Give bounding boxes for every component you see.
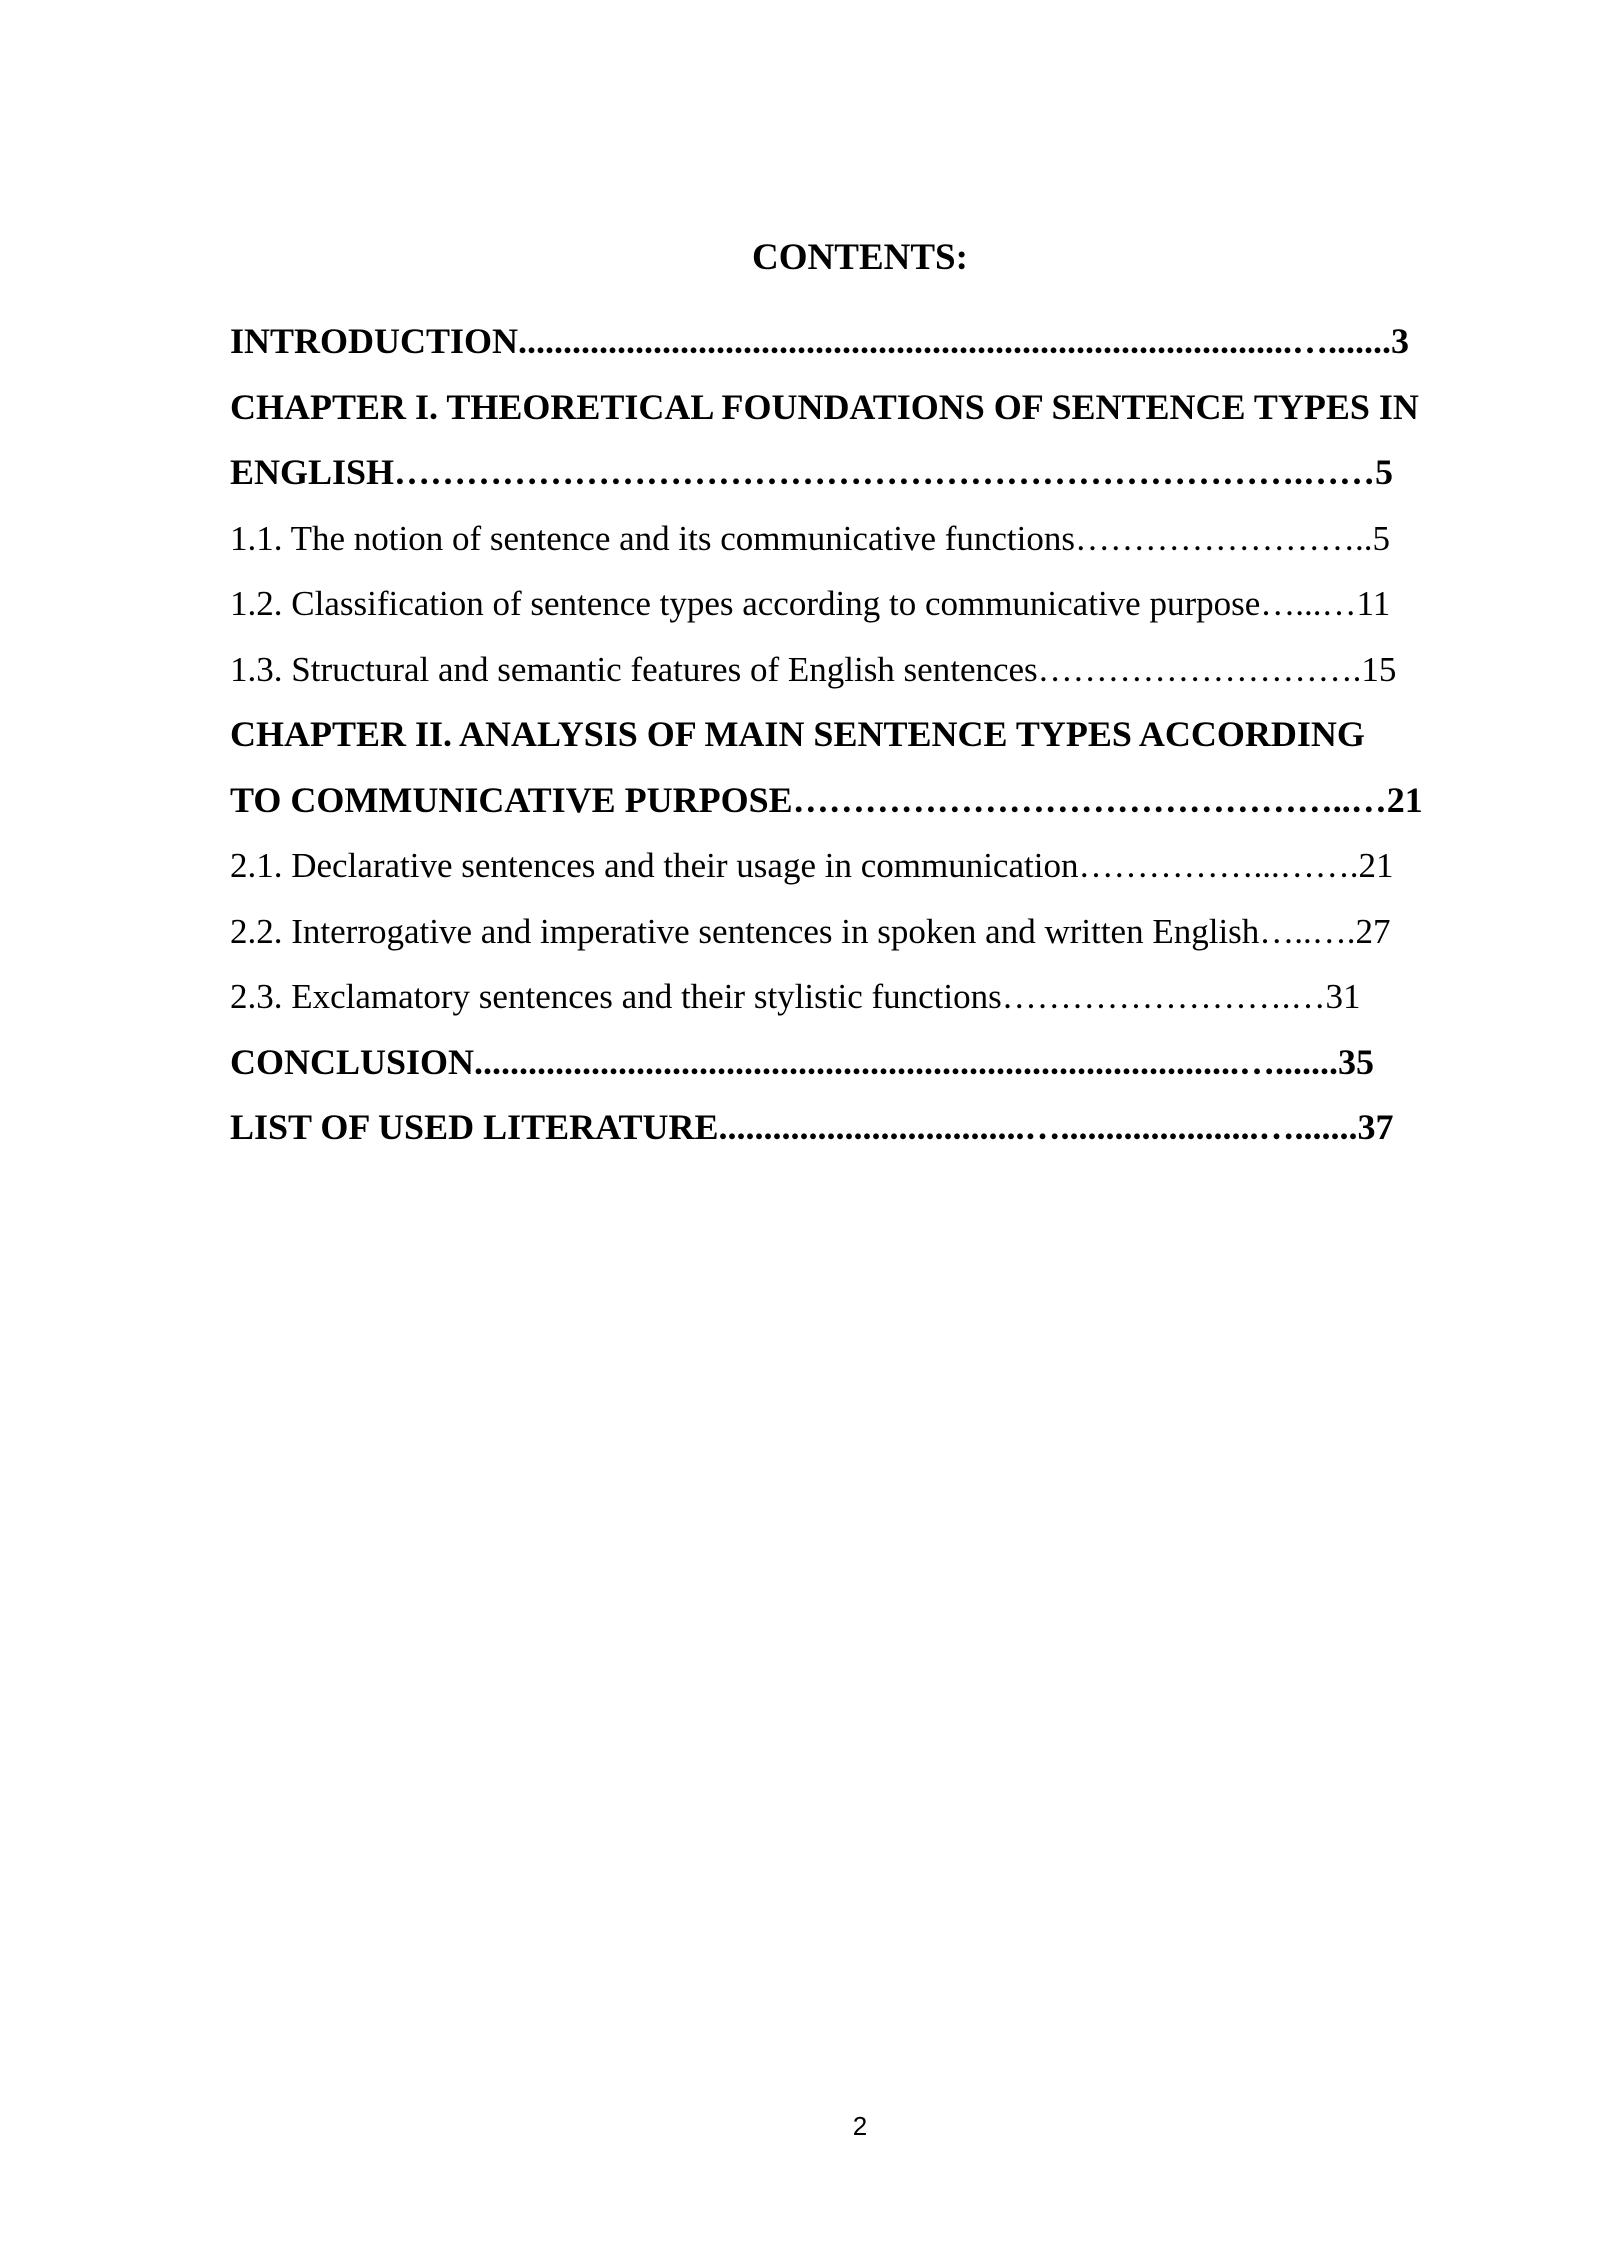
contents-title: CONTENTS: [752,237,968,278]
toc-entry-chapter-2-continued: TO COMMUNICATIVE PURPOSE………………………………………..…21 [230,779,1423,820]
toc-entry-conclusion: CONCLUSION.....................................................................................….......35 [230,1041,1375,1082]
toc-entry-section-2-2: 2.2. Interrogative and imperative sentences in spoken and written English…..….27 [230,911,1391,951]
page-number: 2 [852,2111,868,2141]
toc-entry-section-2-3: 2.3. Exclamatory sentences and their stylistic functions…………………….…31 [230,977,1361,1016]
toc-entry-literature: LIST OF USED LITERATURE..................................…......................….......37 [230,1107,1394,1147]
toc-entry-chapter-1-title: CHAPTER I. THEORETICAL FOUNDATIONS OF SENTENCE TYPES IN [230,386,1419,427]
toc-entry-section-1-3: 1.3. Structural and semantic features of English sentences……………………….15 [230,649,1397,689]
toc-entry-chapter-2-title: CHAPTER II. ANALYSIS OF MAIN SENTENCE TYPES ACCORDING [230,714,1365,754]
toc-entry-section-1-1: 1.1. The notion of sentence and its communicative functions……………………..5 [230,518,1390,558]
toc-entry-chapter-1-continued: ENGLISH………………………………………………………………….……5 [230,452,1394,492]
toc-entry-introduction: INTRODUCTION......................................................................................….......3 [230,321,1410,361]
table-of-contents [230,309,1492,1161]
toc-entry-section-2-1: 2.1. Declarative sentences and their usage in communication……………...…….21 [230,846,1394,885]
toc-entry-section-1-2: 1.2. Classification of sentence types according to communicative purpose…...…11 [230,584,1391,623]
